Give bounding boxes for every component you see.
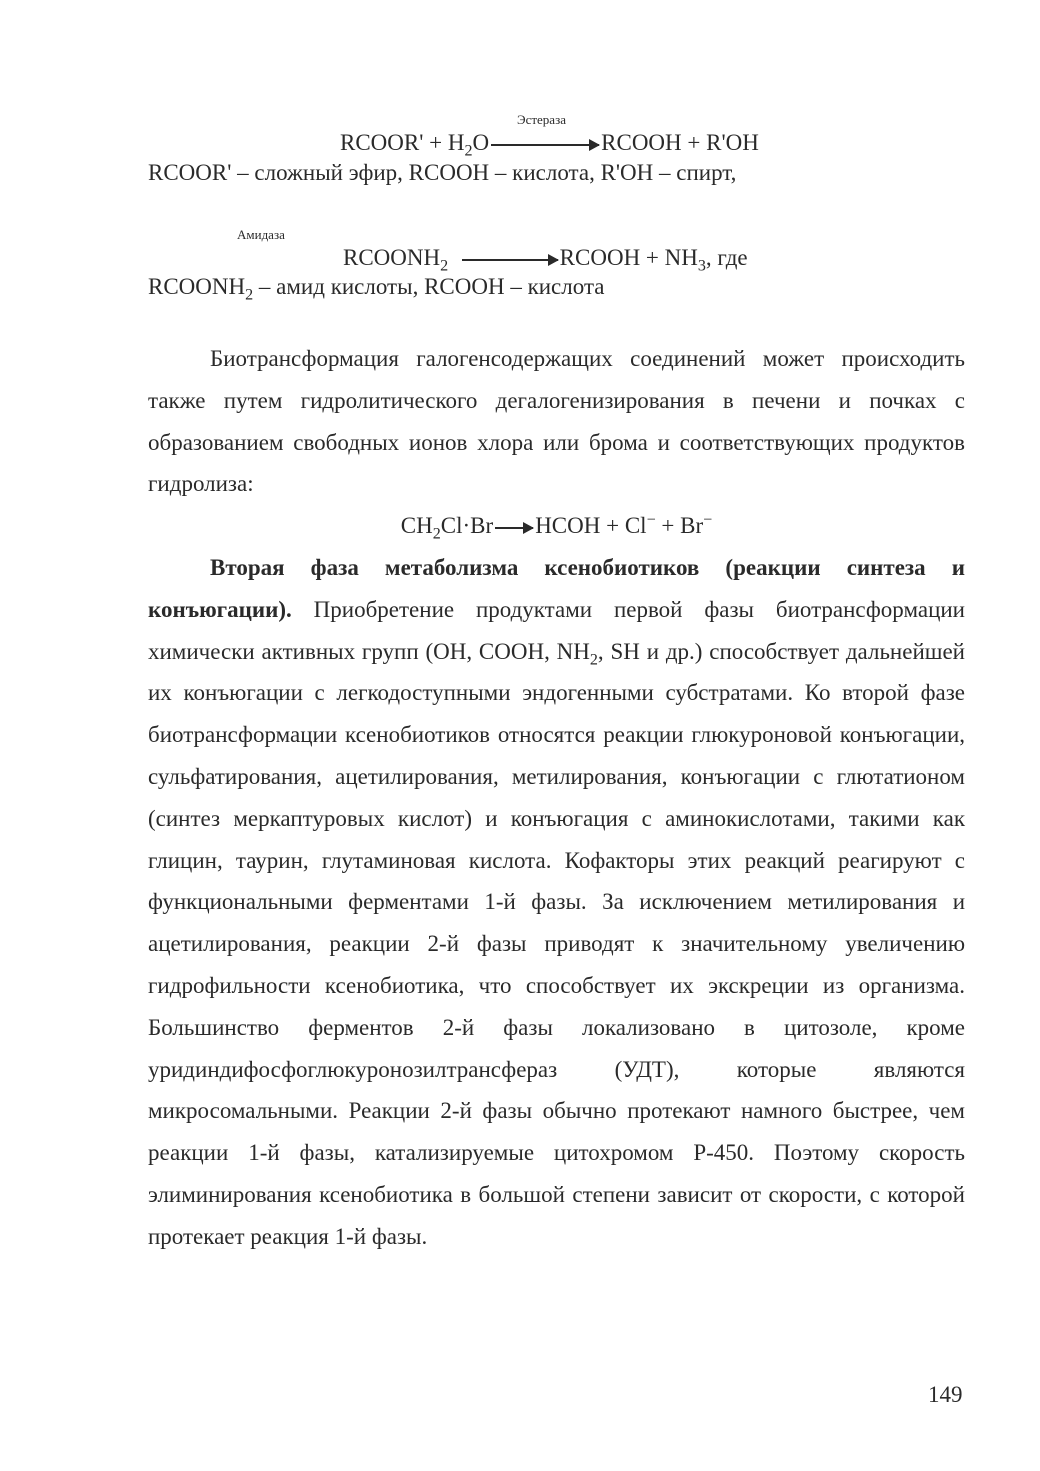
arrow-icon: [491, 144, 599, 146]
phase-two-text-b: , SH и др.) способствует дальнейшей их конъюгации с легкодоступными эндогенными субстратами. Ко второй фазе биотрансформации ксенобиотиков относятся реакции глюкуроновой конъюгации, сульфатирования, ацетилирования, метилирования, конъюгации с глютатионом (синтез меркаптуровых кислот) и конъюгация с аминокислотами, такими как глицин, таурин, глутаминовая кислота. Кофакторы этих реакций реагируют с функциональными ферментами 1-й фазы. За исключением метилирования и ацетилирования, реакции 2-й фазы приводят к значительному увеличению гидрофильности ксенобиотика, что способствует их экскреции из организма. Большинство ферментов 2-й фазы локализовано в цитозоле, кроме уридиндифосфоглюкуронозилтрансфераз (УДТ), которые являются микросомальными. Реакции 2-й фазы обычно протекают намного быстрее, чем реакции 1-й фазы, катализируемые цитохромом P-450. Поэтому скорость элиминирования ксенобиотика в большой степени зависит от скорости, с которой протекает реакция 1-й фазы.: [148, 638, 965, 1249]
esterase-enzyme-label: Эстераза: [517, 112, 566, 127]
phase-two-heading: Вторая фаза метаболизма ксенобиотиков (реакции синтеза и конъюгации).: [148, 554, 965, 622]
page-number: 149: [928, 1382, 963, 1407]
amidase-enzyme-label: Амидаза: [237, 227, 285, 242]
arrow-icon: [495, 527, 533, 529]
body-text: [148, 338, 965, 1258]
paragraph-dehalogenation: Биотрансформация галогенсодержащих соединений может происходить также путем гидролитического дегалогенизирования в печени и почках с образованием свободных ионов хлора или брома и соответствующих продуктов гидролиза:: [148, 346, 965, 497]
reaction2-legend: $RCOONH_2$ – амид кислоты, RCOOH – кислота: [148, 274, 605, 304]
reaction-dehalogenation: $CH_2Cl\cdot Br$ HCOH + Cl− + Br−: [400, 511, 713, 543]
reaction1-right: RCOOH + R'OH: [601, 130, 759, 155]
reaction1-legend: RCOOR' – сложный эфир, RCOOH – кислота, R'OH – спирт,: [148, 160, 737, 185]
arrow-icon: [462, 259, 558, 261]
reaction-esterase: [340, 128, 759, 158]
reaction1-left: RCOOR' + $H_2O$: [340, 130, 490, 160]
phase-two-text-a: Приобретение продуктами первой фазы биотрансформации химически активных групп (OH, COOH,: [148, 596, 965, 664]
reaction2-left: $RCOONH_2$: [343, 245, 449, 275]
paragraph-phase-two: Вторая фаза метаболизма ксенобиотиков (реакции синтеза и конъюгации). Приобретение продуктами первой фазы биотрансформации химически активных групп (OH, COOH, $NH_2$, SH и др.) способствует дальнейшей их конъюгации с легкодоступными эндогенными субстратами. Ко второй фазе биотрансформации ксенобиотиков относятся реакции глюкуроновой конъюгации, сульфатирования, ацетилирования, метилирования, конъюгации с глютатионом (синтез меркаптуровых кислот) и конъюгация с аминокислотами, такими как глицин, таурин, глутаминовая кислота. Кофакторы этих реакций реагируют с функциональными ферментами 1-й фазы. За исключением метилирования и ацетилирования, реакции 2-й фазы приводят к значительному увеличению гидрофильности ксенобиотика, что способствует их экскреции из организма. Большинство ферментов 2-й фазы локализовано в цитозоле, кроме уридиндифосфоглюкуронозилтрансфераз (УДТ), которые являются микросомальными. Реакции 2-й фазы обычно протекают намного быстрее, чем реакции 1-й фазы, катализируемые цитохромом P-450. Поэтому скорость элиминирования ксенобиотика в большой степени зависит от скорости, с которой протекает реакция 1-й фазы.: [148, 554, 965, 1249]
reaction2-right: RCOOH + $NH_3$, где: [559, 245, 748, 275]
reaction-amidase: [343, 243, 748, 273]
